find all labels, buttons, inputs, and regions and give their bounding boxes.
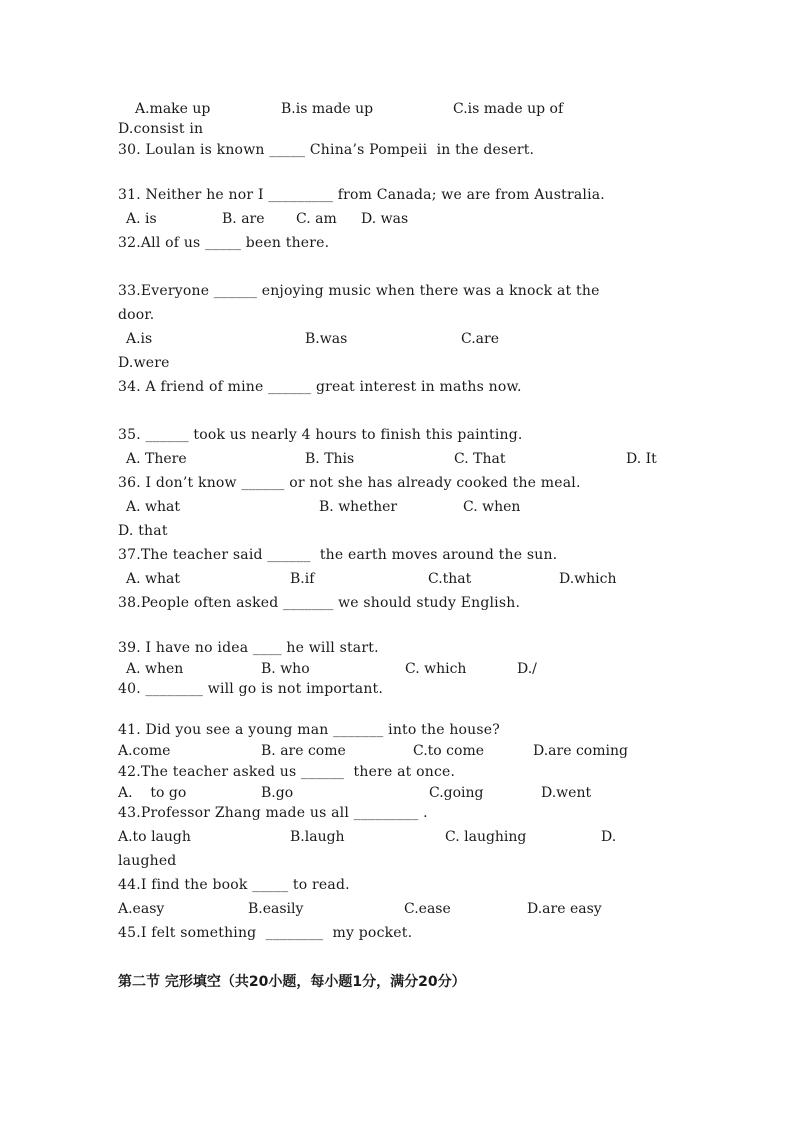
- q44-option-b: B.easily: [248, 901, 304, 917]
- question-40: 40. ________ will go is not important.: [118, 681, 384, 697]
- question-35: 35. ______ took us nearly 4 hours to finish this painting.: [118, 427, 523, 443]
- q42-option-b: B.go: [261, 785, 294, 801]
- q36-option-d: D. that: [118, 523, 168, 539]
- q31-option-d: D. was: [361, 211, 409, 227]
- q33-option-a: A.is: [126, 331, 153, 347]
- question-37: 37.The teacher said ______ the earth moves around the sun.: [118, 547, 558, 563]
- q29-option-d: D.consist in: [118, 121, 204, 137]
- q29-option-a: A.make up: [135, 101, 211, 117]
- q31-option-a: A. is: [126, 211, 157, 227]
- question-30: 30. Loulan is known _____ China’s Pompeii in the desert.: [118, 142, 535, 158]
- q31-option-b: B. are: [222, 211, 265, 227]
- question-33-line-1: 33.Everyone ______ enjoying music when there was a knock at the: [118, 283, 600, 299]
- q41-option-b: B. are come: [261, 743, 346, 759]
- q43-option-c: C. laughing: [445, 829, 527, 845]
- q41-option-d: D.are coming: [533, 743, 628, 759]
- q35-option-d: D. It: [626, 451, 657, 467]
- q29-option-b: B.is made up: [281, 101, 374, 117]
- q44-option-c: C.ease: [404, 901, 451, 917]
- question-31: 31. Neither he nor I _________ from Canada; we are from Australia.: [118, 187, 605, 203]
- section-heading: 第二节 完形填空（共20小题，每小题1分，满分20分）: [118, 974, 466, 990]
- question-32: 32.All of us _____ been there.: [118, 235, 330, 251]
- q33-option-b: B.was: [305, 331, 348, 347]
- q33-option-c: C.are: [461, 331, 499, 347]
- q37-option-c: C.that: [428, 571, 472, 587]
- q36-option-b: B. whether: [319, 499, 398, 515]
- question-38: 38.People often asked _______ we should study English.: [118, 595, 521, 611]
- q42-option-a: A. to go: [118, 785, 187, 801]
- q41-option-c: C.to come: [413, 743, 484, 759]
- q35-option-a: A. There: [126, 451, 187, 467]
- q36-option-a: A. what: [126, 499, 180, 515]
- q39-option-d: D./: [517, 661, 537, 677]
- q39-option-c: C. which: [405, 661, 467, 677]
- q31-option-c: C. am: [296, 211, 337, 227]
- q43-option-d-continued: laughed: [118, 853, 177, 869]
- q39-option-a: A. when: [126, 661, 184, 677]
- q29-option-c: C.is made up of: [453, 101, 564, 117]
- question-34: 34. A friend of mine ______ great interest in maths now.: [118, 379, 522, 395]
- q42-option-d: D.went: [541, 785, 592, 801]
- q37-option-d: D.which: [559, 571, 617, 587]
- q33-option-d: D.were: [118, 355, 170, 371]
- question-43: 43.Professor Zhang made us all _________ .: [118, 805, 428, 821]
- q43-option-a: A.to laugh: [118, 829, 191, 845]
- q43-option-d: D.: [601, 829, 617, 845]
- q35-option-c: C. That: [454, 451, 506, 467]
- q44-option-d: D.are easy: [527, 901, 602, 917]
- question-36: 36. I don’t know ______ or not she has already cooked the meal.: [118, 475, 581, 491]
- q37-option-a: A. what: [126, 571, 180, 587]
- question-39: 39. I have no idea ____ he will start.: [118, 640, 379, 656]
- q37-option-b: B.if: [290, 571, 315, 587]
- question-41: 41. Did you see a young man _______ into the house?: [118, 722, 500, 738]
- q35-option-b: B. This: [305, 451, 355, 467]
- question-45: 45.I felt something ________ my pocket.: [118, 925, 413, 941]
- question-44: 44.I find the book _____ to read.: [118, 877, 350, 893]
- question-33-line-2: door.: [118, 307, 155, 323]
- q43-option-b: B.laugh: [290, 829, 345, 845]
- q39-option-b: B. who: [261, 661, 310, 677]
- q36-option-c: C. when: [463, 499, 521, 515]
- q44-option-a: A.easy: [118, 901, 165, 917]
- q41-option-a: A.come: [118, 743, 171, 759]
- question-42: 42.The teacher asked us ______ there at once.: [118, 764, 456, 780]
- q42-option-c: C.going: [429, 785, 484, 801]
